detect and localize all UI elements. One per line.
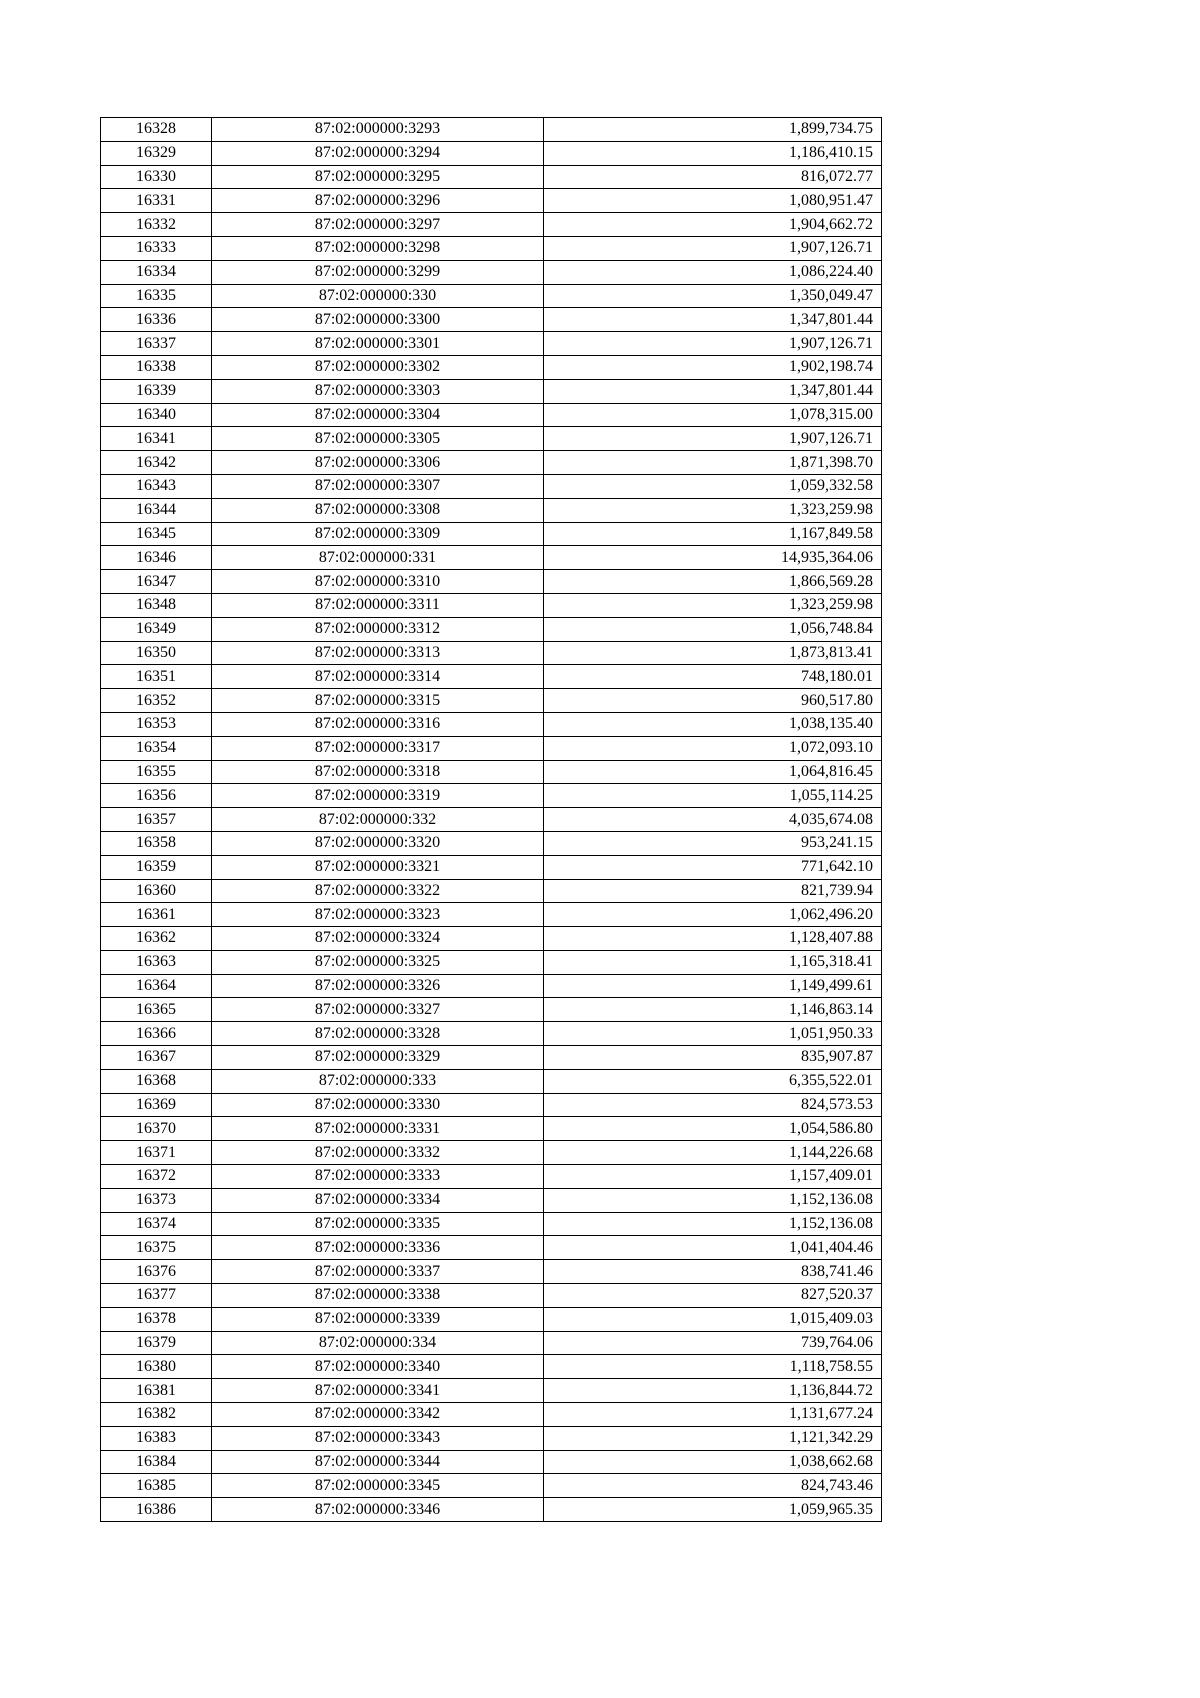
- amount-cell: 1,054,586.80: [544, 1117, 882, 1141]
- row-number-cell: 16344: [101, 498, 212, 522]
- table-row: [101, 498, 882, 522]
- amount-cell: 1,347,801.44: [544, 379, 882, 403]
- amount-cell: 1,165,318.41: [544, 950, 882, 974]
- cadastral-number-cell: 87:02:000000:3340: [212, 1355, 544, 1379]
- amount-cell: 1,078,315.00: [544, 403, 882, 427]
- amount-cell: 1,038,662.68: [544, 1450, 882, 1474]
- table-row: [101, 1331, 882, 1355]
- row-number-cell: 16364: [101, 974, 212, 998]
- amount-cell: 1,899,734.75: [544, 118, 882, 142]
- row-number-cell: 16366: [101, 1022, 212, 1046]
- cadastral-number-cell: 87:02:000000:3339: [212, 1307, 544, 1331]
- cadastral-number-cell: 87:02:000000:3344: [212, 1450, 544, 1474]
- amount-cell: 4,035,674.08: [544, 808, 882, 832]
- table-row: [101, 522, 882, 546]
- amount-cell: 1,350,049.47: [544, 284, 882, 308]
- table-row: [101, 831, 882, 855]
- amount-cell: 1,167,849.58: [544, 522, 882, 546]
- row-number-cell: 16374: [101, 1212, 212, 1236]
- row-number-cell: 16381: [101, 1379, 212, 1403]
- cadastral-number-cell: 87:02:000000:3316: [212, 712, 544, 736]
- cadastral-number-cell: 87:02:000000:3307: [212, 474, 544, 498]
- cadastral-number-cell: 87:02:000000:3301: [212, 332, 544, 356]
- cadastral-number-cell: 87:02:000000:3330: [212, 1093, 544, 1117]
- amount-cell: 1,118,758.55: [544, 1355, 882, 1379]
- table-row: [101, 189, 882, 213]
- row-number-cell: 16365: [101, 998, 212, 1022]
- row-number-cell: 16328: [101, 118, 212, 142]
- row-number-cell: 16340: [101, 403, 212, 427]
- row-number-cell: 16362: [101, 927, 212, 951]
- row-number-cell: 16330: [101, 165, 212, 189]
- row-number-cell: 16357: [101, 808, 212, 832]
- amount-cell: 1,149,499.61: [544, 974, 882, 998]
- row-number-cell: 16379: [101, 1331, 212, 1355]
- cadastral-number-cell: 87:02:000000:3305: [212, 427, 544, 451]
- cadastral-number-cell: 87:02:000000:3304: [212, 403, 544, 427]
- table-row: [101, 1046, 882, 1070]
- amount-cell: 739,764.06: [544, 1331, 882, 1355]
- row-number-cell: 16354: [101, 736, 212, 760]
- cadastral-number-cell: 87:02:000000:3311: [212, 593, 544, 617]
- row-number-cell: 16329: [101, 141, 212, 165]
- row-number-cell: 16371: [101, 1141, 212, 1165]
- amount-cell: 1,121,342.29: [544, 1426, 882, 1450]
- table-row: [101, 1498, 882, 1522]
- row-number-cell: 16355: [101, 760, 212, 784]
- table-row: [101, 141, 882, 165]
- table-row: [101, 165, 882, 189]
- cadastral-number-cell: 87:02:000000:3317: [212, 736, 544, 760]
- row-number-cell: 16348: [101, 593, 212, 617]
- amount-cell: 1,871,398.70: [544, 451, 882, 475]
- cadastral-number-cell: 87:02:000000:3341: [212, 1379, 544, 1403]
- cadastral-number-cell: 87:02:000000:3331: [212, 1117, 544, 1141]
- table-row: [101, 1212, 882, 1236]
- cadastral-number-cell: 87:02:000000:3293: [212, 118, 544, 142]
- amount-cell: 1,136,844.72: [544, 1379, 882, 1403]
- cadastral-number-cell: 87:02:000000:3334: [212, 1188, 544, 1212]
- row-number-cell: 16382: [101, 1403, 212, 1427]
- table-row: [101, 1117, 882, 1141]
- amount-cell: 1,323,259.98: [544, 593, 882, 617]
- table-body: [101, 118, 882, 1522]
- table-row: [101, 1284, 882, 1308]
- cadastral-number-cell: 87:02:000000:3320: [212, 831, 544, 855]
- amount-cell: 1,055,114.25: [544, 784, 882, 808]
- table-row: [101, 451, 882, 475]
- table-row: [101, 1188, 882, 1212]
- cadastral-number-cell: 87:02:000000:3303: [212, 379, 544, 403]
- amount-cell: 1,059,965.35: [544, 1498, 882, 1522]
- row-number-cell: 16368: [101, 1069, 212, 1093]
- table-row: [101, 665, 882, 689]
- amount-cell: 748,180.01: [544, 665, 882, 689]
- amount-cell: 1,086,224.40: [544, 260, 882, 284]
- amount-cell: 1,056,748.84: [544, 617, 882, 641]
- row-number-cell: 16351: [101, 665, 212, 689]
- amount-cell: 824,573.53: [544, 1093, 882, 1117]
- row-number-cell: 16350: [101, 641, 212, 665]
- amount-cell: 1,128,407.88: [544, 927, 882, 951]
- row-number-cell: 16349: [101, 617, 212, 641]
- row-number-cell: 16370: [101, 1117, 212, 1141]
- row-number-cell: 16346: [101, 546, 212, 570]
- amount-cell: 960,517.80: [544, 689, 882, 713]
- cadastral-number-cell: 87:02:000000:3315: [212, 689, 544, 713]
- table-row: [101, 712, 882, 736]
- row-number-cell: 16331: [101, 189, 212, 213]
- row-number-cell: 16359: [101, 855, 212, 879]
- amount-cell: 1,866,569.28: [544, 570, 882, 594]
- table-row: [101, 784, 882, 808]
- row-number-cell: 16345: [101, 522, 212, 546]
- row-number-cell: 16369: [101, 1093, 212, 1117]
- row-number-cell: 16356: [101, 784, 212, 808]
- table-row: [101, 284, 882, 308]
- amount-cell: 835,907.87: [544, 1046, 882, 1070]
- amount-cell: 821,739.94: [544, 879, 882, 903]
- table-row: [101, 1165, 882, 1189]
- amount-cell: 1,347,801.44: [544, 308, 882, 332]
- table-row: [101, 403, 882, 427]
- row-number-cell: 16361: [101, 903, 212, 927]
- cadastral-number-cell: 87:02:000000:3326: [212, 974, 544, 998]
- row-number-cell: 16333: [101, 236, 212, 260]
- amount-cell: 1,038,135.40: [544, 712, 882, 736]
- row-number-cell: 16386: [101, 1498, 212, 1522]
- cadastral-number-cell: 87:02:000000:3333: [212, 1165, 544, 1189]
- amount-cell: 1,904,662.72: [544, 213, 882, 237]
- row-number-cell: 16347: [101, 570, 212, 594]
- amount-cell: 1,323,259.98: [544, 498, 882, 522]
- table-row: [101, 1260, 882, 1284]
- row-number-cell: 16378: [101, 1307, 212, 1331]
- cadastral-number-cell: 87:02:000000:3312: [212, 617, 544, 641]
- row-number-cell: 16335: [101, 284, 212, 308]
- cadastral-number-cell: 87:02:000000:3343: [212, 1426, 544, 1450]
- table-row: [101, 474, 882, 498]
- amount-cell: 1,059,332.58: [544, 474, 882, 498]
- amount-cell: 1,144,226.68: [544, 1141, 882, 1165]
- table-row: [101, 760, 882, 784]
- cadastral-value-table: [100, 117, 882, 1522]
- amount-cell: 953,241.15: [544, 831, 882, 855]
- cadastral-number-cell: 87:02:000000:331: [212, 546, 544, 570]
- cadastral-number-cell: 87:02:000000:3310: [212, 570, 544, 594]
- row-number-cell: 16367: [101, 1046, 212, 1070]
- cadastral-number-cell: 87:02:000000:3318: [212, 760, 544, 784]
- row-number-cell: 16363: [101, 950, 212, 974]
- table-row: [101, 1355, 882, 1379]
- amount-cell: 827,520.37: [544, 1284, 882, 1308]
- table-row: [101, 808, 882, 832]
- amount-cell: 1,051,950.33: [544, 1022, 882, 1046]
- cadastral-number-cell: 87:02:000000:3306: [212, 451, 544, 475]
- row-number-cell: 16376: [101, 1260, 212, 1284]
- row-number-cell: 16384: [101, 1450, 212, 1474]
- table-row: [101, 1426, 882, 1450]
- amount-cell: 1,062,496.20: [544, 903, 882, 927]
- cadastral-number-cell: 87:02:000000:3345: [212, 1474, 544, 1498]
- amount-cell: 1,873,813.41: [544, 641, 882, 665]
- table-row: [101, 1379, 882, 1403]
- table-row: [101, 1307, 882, 1331]
- table-row: [101, 213, 882, 237]
- amount-cell: 816,072.77: [544, 165, 882, 189]
- cadastral-number-cell: 87:02:000000:3299: [212, 260, 544, 284]
- cadastral-number-cell: 87:02:000000:3336: [212, 1236, 544, 1260]
- cadastral-number-cell: 87:02:000000:3296: [212, 189, 544, 213]
- table-row: [101, 1093, 882, 1117]
- table-row: [101, 689, 882, 713]
- amount-cell: 1,907,126.71: [544, 427, 882, 451]
- row-number-cell: 16338: [101, 355, 212, 379]
- amount-cell: 6,355,522.01: [544, 1069, 882, 1093]
- table-row: [101, 570, 882, 594]
- table-row: [101, 998, 882, 1022]
- cadastral-number-cell: 87:02:000000:3302: [212, 355, 544, 379]
- cadastral-number-cell: 87:02:000000:332: [212, 808, 544, 832]
- table-row: [101, 260, 882, 284]
- table-row: [101, 355, 882, 379]
- cadastral-number-cell: 87:02:000000:3346: [212, 1498, 544, 1522]
- cadastral-number-cell: 87:02:000000:3335: [212, 1212, 544, 1236]
- amount-cell: 1,080,951.47: [544, 189, 882, 213]
- table-row: [101, 1236, 882, 1260]
- table-row: [101, 118, 882, 142]
- row-number-cell: 16380: [101, 1355, 212, 1379]
- cadastral-number-cell: 87:02:000000:3325: [212, 950, 544, 974]
- cadastral-number-cell: 87:02:000000:3322: [212, 879, 544, 903]
- table-row: [101, 379, 882, 403]
- amount-cell: 1,064,816.45: [544, 760, 882, 784]
- table-row: [101, 546, 882, 570]
- amount-cell: 1,152,136.08: [544, 1212, 882, 1236]
- row-number-cell: 16383: [101, 1426, 212, 1450]
- amount-cell: 1,907,126.71: [544, 332, 882, 356]
- table-row: [101, 1474, 882, 1498]
- cadastral-number-cell: 87:02:000000:333: [212, 1069, 544, 1093]
- table-row: [101, 617, 882, 641]
- cadastral-number-cell: 87:02:000000:3338: [212, 1284, 544, 1308]
- row-number-cell: 16337: [101, 332, 212, 356]
- row-number-cell: 16377: [101, 1284, 212, 1308]
- row-number-cell: 16339: [101, 379, 212, 403]
- cadastral-number-cell: 87:02:000000:3314: [212, 665, 544, 689]
- cadastral-number-cell: 87:02:000000:3294: [212, 141, 544, 165]
- cadastral-number-cell: 87:02:000000:3337: [212, 1260, 544, 1284]
- cadastral-number-cell: 87:02:000000:334: [212, 1331, 544, 1355]
- cadastral-number-cell: 87:02:000000:3342: [212, 1403, 544, 1427]
- table-row: [101, 236, 882, 260]
- row-number-cell: 16375: [101, 1236, 212, 1260]
- row-number-cell: 16385: [101, 1474, 212, 1498]
- amount-cell: 14,935,364.06: [544, 546, 882, 570]
- row-number-cell: 16342: [101, 451, 212, 475]
- table-row: [101, 879, 882, 903]
- amount-cell: 1,157,409.01: [544, 1165, 882, 1189]
- cadastral-number-cell: 87:02:000000:3313: [212, 641, 544, 665]
- cadastral-number-cell: 87:02:000000:3332: [212, 1141, 544, 1165]
- amount-cell: 1,131,677.24: [544, 1403, 882, 1427]
- cadastral-number-cell: 87:02:000000:3327: [212, 998, 544, 1022]
- cadastral-number-cell: 87:02:000000:3309: [212, 522, 544, 546]
- table-row: [101, 1022, 882, 1046]
- row-number-cell: 16353: [101, 712, 212, 736]
- row-number-cell: 16334: [101, 260, 212, 284]
- cadastral-number-cell: 87:02:000000:3300: [212, 308, 544, 332]
- table-row: [101, 903, 882, 927]
- table-row: [101, 1141, 882, 1165]
- row-number-cell: 16373: [101, 1188, 212, 1212]
- cadastral-number-cell: 87:02:000000:3328: [212, 1022, 544, 1046]
- cadastral-number-cell: 87:02:000000:3298: [212, 236, 544, 260]
- amount-cell: 1,902,198.74: [544, 355, 882, 379]
- row-number-cell: 16341: [101, 427, 212, 451]
- amount-cell: 1,072,093.10: [544, 736, 882, 760]
- table-row: [101, 593, 882, 617]
- row-number-cell: 16358: [101, 831, 212, 855]
- amount-cell: 1,041,404.46: [544, 1236, 882, 1260]
- amount-cell: 1,146,863.14: [544, 998, 882, 1022]
- row-number-cell: 16343: [101, 474, 212, 498]
- amount-cell: 1,015,409.03: [544, 1307, 882, 1331]
- row-number-cell: 16336: [101, 308, 212, 332]
- table-row: [101, 332, 882, 356]
- cadastral-number-cell: 87:02:000000:3321: [212, 855, 544, 879]
- table-row: [101, 927, 882, 951]
- table-row: [101, 641, 882, 665]
- amount-cell: 1,907,126.71: [544, 236, 882, 260]
- cadastral-number-cell: 87:02:000000:3319: [212, 784, 544, 808]
- table-row: [101, 736, 882, 760]
- row-number-cell: 16332: [101, 213, 212, 237]
- table-row: [101, 1403, 882, 1427]
- table-row: [101, 1069, 882, 1093]
- row-number-cell: 16360: [101, 879, 212, 903]
- cadastral-number-cell: 87:02:000000:3329: [212, 1046, 544, 1070]
- cadastral-number-cell: 87:02:000000:3324: [212, 927, 544, 951]
- amount-cell: 838,741.46: [544, 1260, 882, 1284]
- amount-cell: 824,743.46: [544, 1474, 882, 1498]
- amount-cell: 1,152,136.08: [544, 1188, 882, 1212]
- cadastral-number-cell: 87:02:000000:3295: [212, 165, 544, 189]
- table-row: [101, 427, 882, 451]
- table-row: [101, 1450, 882, 1474]
- table-row: [101, 308, 882, 332]
- row-number-cell: 16372: [101, 1165, 212, 1189]
- cadastral-number-cell: 87:02:000000:3297: [212, 213, 544, 237]
- cadastral-number-cell: 87:02:000000:330: [212, 284, 544, 308]
- amount-cell: 1,186,410.15: [544, 141, 882, 165]
- row-number-cell: 16352: [101, 689, 212, 713]
- table-row: [101, 974, 882, 998]
- amount-cell: 771,642.10: [544, 855, 882, 879]
- cadastral-number-cell: 87:02:000000:3323: [212, 903, 544, 927]
- cadastral-number-cell: 87:02:000000:3308: [212, 498, 544, 522]
- table-row: [101, 950, 882, 974]
- table-row: [101, 855, 882, 879]
